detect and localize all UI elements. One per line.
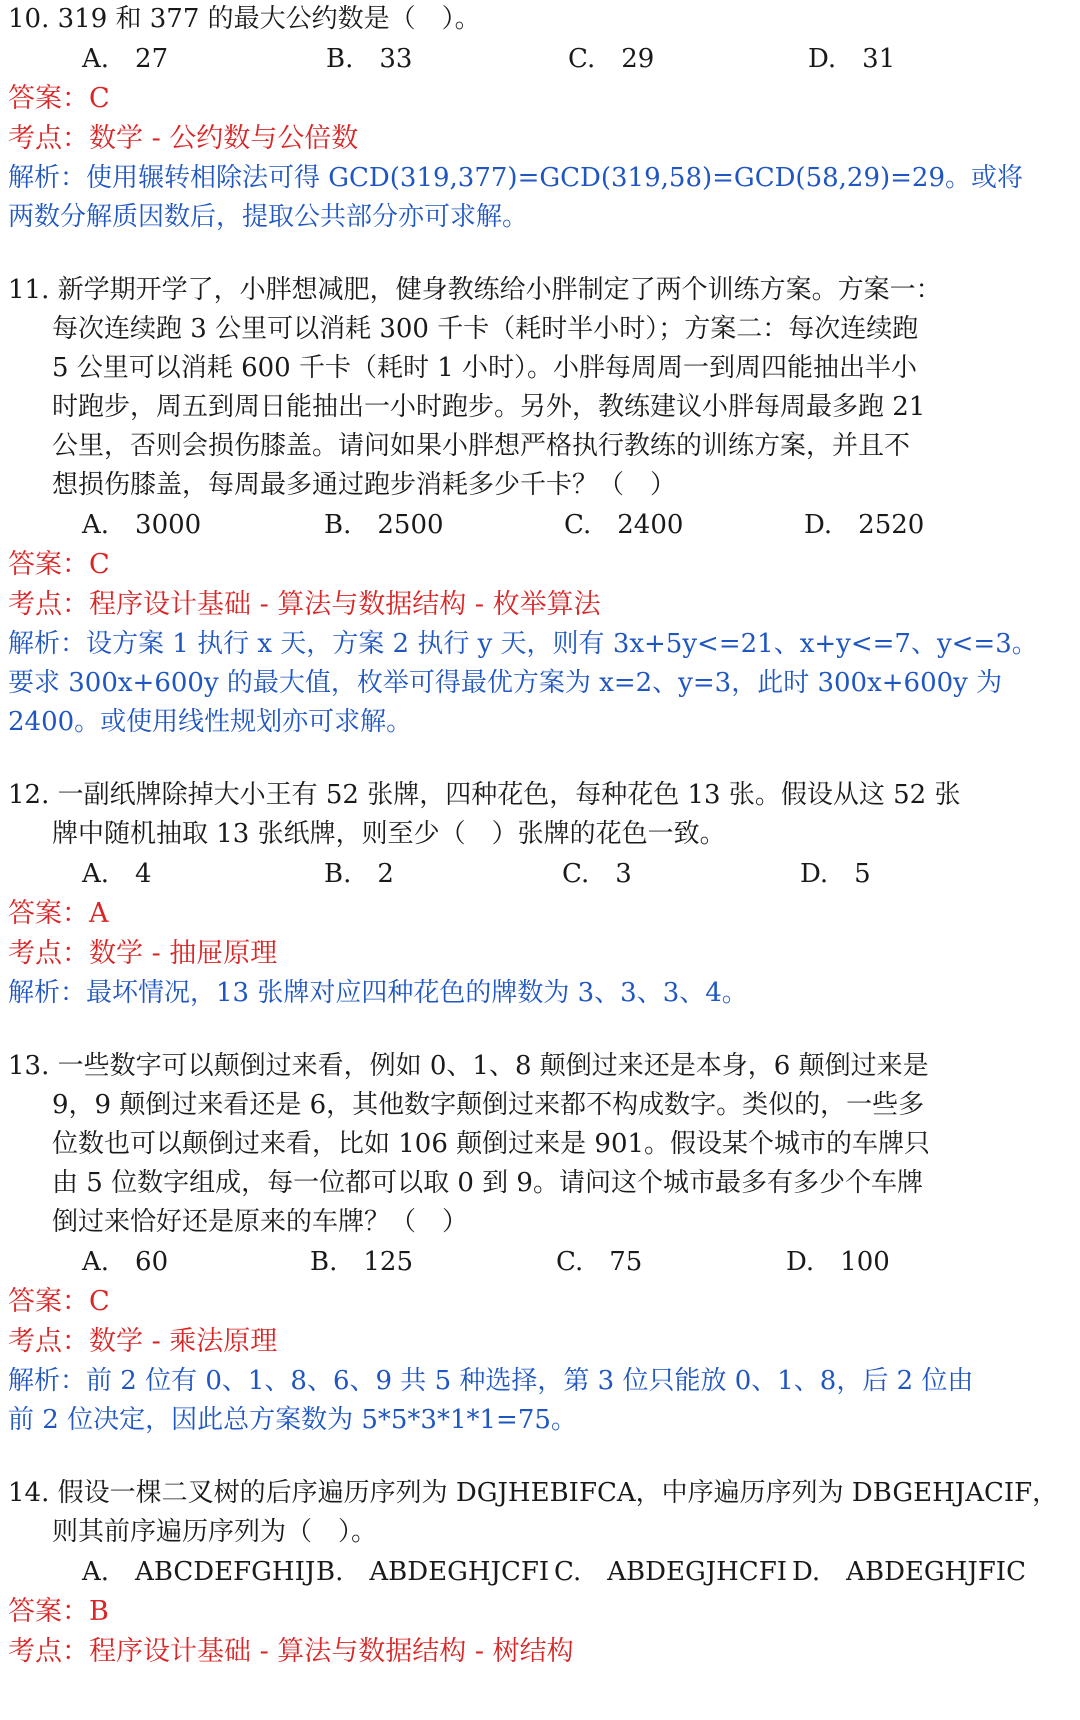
option-c: C. 2400 — [564, 510, 684, 540]
options-row — [8, 1552, 1072, 1592]
analysis-line: 解析：使用辗转相除法可得 GCD(319,377)=GCD(319,58)=GCD(58,29)=29。或将 — [8, 163, 1024, 193]
question-11 — [8, 271, 1072, 742]
question-text: 位数也可以颠倒过来看，比如 106 颠倒过来是 901。假设某个城市的车牌只 — [52, 1129, 931, 1159]
question-text: 14. 假设一棵二叉树的后序遍历序列为 DGJHEBIFCA，中序遍历序列为 DBGEHJACIF， — [8, 1478, 1059, 1508]
option-a: A. 3000 — [82, 510, 202, 540]
option-c: C. 3 — [562, 859, 632, 889]
option-a: A. 60 — [82, 1247, 169, 1277]
option-c: C. 29 — [568, 44, 655, 74]
question-text: 5 公里可以消耗 600 千卡（耗时 1 小时）。小胖每周周一到周四能抽出半小 — [52, 353, 918, 383]
answer-label: 答案：B — [8, 1596, 109, 1627]
option-b: B. 2500 — [324, 510, 444, 540]
option-b: B. 33 — [326, 44, 413, 74]
question-text: 12. 一副纸牌除掉大小王有 52 张牌，四种花色，每种花色 13 张。假设从这 52 张 — [8, 780, 961, 810]
question-text: 则其前序遍历序列为（ ）。 — [52, 1517, 378, 1547]
options-row — [8, 854, 1072, 894]
option-b: B. ABDEGHJCFI — [316, 1557, 550, 1587]
topic-label: 考点：数学 - 乘法原理 — [8, 1326, 278, 1357]
option-d: D. 2520 — [804, 510, 925, 540]
answer-label: 答案：C — [8, 549, 110, 580]
question-text: 13. 一些数字可以颠倒过来看，例如 0、1、8 颠倒过来还是本身，6 颠倒过来是 — [8, 1051, 929, 1081]
analysis-line: 两数分解质因数后，提取公共部分亦可求解。 — [8, 202, 529, 232]
question-text: 由 5 位数字组成，每一位都可以取 0 到 9。请问这个城市最多有多少个车牌 — [52, 1168, 923, 1198]
analysis-line: 要求 300x+600y 的最大值，枚举可得最优方案为 x=2、y=3，此时 300x+600y 为 — [8, 668, 1003, 698]
options-row — [8, 505, 1072, 545]
option-a: A. 4 — [82, 859, 152, 889]
question-text: 牌中随机抽取 13 张纸牌，则至少（ ）张牌的花色一致。 — [52, 819, 726, 849]
question-text: 10. 319 和 377 的最大公约数是（ ）。 — [8, 4, 481, 34]
option-c: C. 75 — [556, 1247, 643, 1277]
question-text: 11. 新学期开学了，小胖想减肥，健身教练给小胖制定了两个训练方案。方案一： — [8, 275, 942, 305]
analysis-line: 前 2 位决定，因此总方案数为 5*5*3*1*1=75。 — [8, 1405, 577, 1435]
question-text: 每次连续跑 3 公里可以消耗 300 千卡（耗时半小时）；方案二：每次连续跑 — [52, 314, 919, 344]
question-13 — [8, 1047, 1072, 1440]
topic-label: 考点：程序设计基础 - 算法与数据结构 - 枚举算法 — [8, 589, 601, 620]
option-d: D. ABDEGHJFIC — [792, 1557, 1026, 1587]
topic-label: 考点：数学 - 公约数与公倍数 — [8, 123, 359, 154]
topic-label: 考点：数学 - 抽屉原理 — [8, 938, 278, 969]
question-text: 公里，否则会损伤膝盖。请问如果小胖想严格执行教练的训练方案，并且不 — [52, 431, 911, 461]
answer-label: 答案：C — [8, 1286, 110, 1317]
question-12 — [8, 776, 1072, 1013]
answer-label: 答案：A — [8, 898, 109, 929]
question-text: 想损伤膝盖，每周最多通过跑步消耗多少千卡？（ ） — [52, 470, 677, 500]
option-a: A. ABCDEFGHIJ — [82, 1557, 316, 1587]
option-d: D. 5 — [800, 859, 871, 889]
options-row — [8, 39, 1072, 79]
option-d: D. 100 — [786, 1247, 890, 1277]
analysis-line: 解析：前 2 位有 0、1、8、6、9 共 5 种选择，第 3 位只能放 0、1、8，后 2 位由 — [8, 1366, 974, 1396]
answer-label: 答案：C — [8, 83, 110, 114]
option-d: D. 31 — [808, 44, 896, 74]
analysis-line: 解析：最坏情况，13 张牌对应四种花色的牌数为 3、3、3、4。 — [8, 978, 748, 1008]
question-10 — [8, 0, 1072, 237]
options-row — [8, 1242, 1072, 1282]
question-text: 倒过来恰好还是原来的车牌？（ ） — [52, 1207, 469, 1237]
option-b: B. 125 — [310, 1247, 413, 1277]
question-text: 9，9 颠倒过来看还是 6，其他数字颠倒过来都不构成数字。类似的，一些多 — [52, 1090, 925, 1120]
topic-label: 考点：程序设计基础 - 算法与数据结构 - 树结构 — [8, 1636, 574, 1667]
analysis-line: 解析：设方案 1 执行 x 天，方案 2 执行 y 天，则有 3x+5y<=21、x+y<=7、y<=3。 — [8, 629, 1038, 659]
option-b: B. 2 — [324, 859, 394, 889]
question-text: 时跑步，周五到周日能抽出一小时跑步。另外，教练建议小胖每周最多跑 21 — [52, 392, 926, 422]
question-14 — [8, 1474, 1072, 1672]
option-a: A. 27 — [82, 44, 169, 74]
option-c: C. ABDEGJHCFI — [554, 1557, 788, 1587]
analysis-line: 2400。或使用线性规划亦可求解。 — [8, 707, 413, 737]
